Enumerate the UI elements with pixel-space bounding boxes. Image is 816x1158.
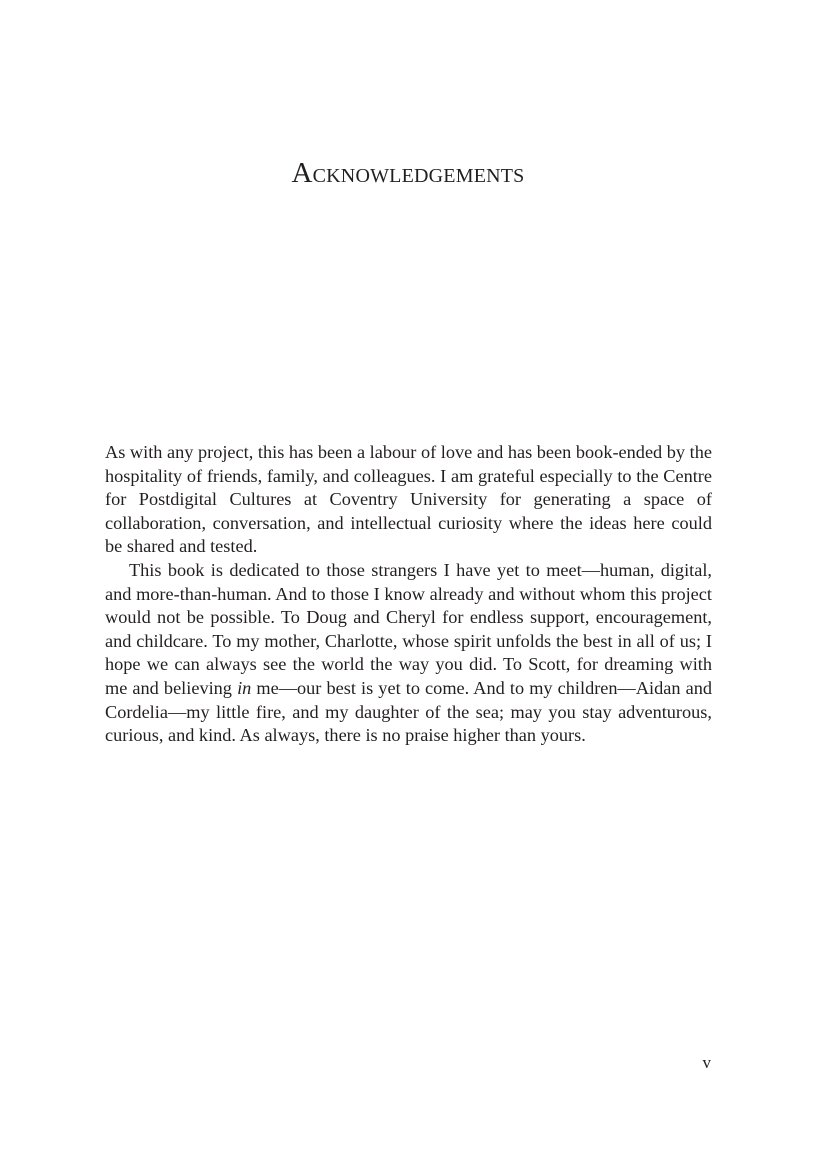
paragraph-1: As with any project, this has been a labour of love and has been book-ended by the hospitality of friends, family, and colleagues. I am grateful especially to the Centre for Postdigital Cultures at Coventry University for generating a space of collaboration, conversation, and intellectual curiosity where the ideas here could be shared and tested.	[105, 442, 712, 557]
paragraph-2-part-1: This book is dedicated to those strangers I have yet to meet—human, digital, and more-than-human. And to those I know already and without whom this project would not be possible. To Doug and Cheryl for endless support, encouragement, and childcare. To my mother, Charlotte, whose spirit unfolds the best in all of us; I hope we can always see the world the way you did. To Scott, for dreaming with me and believing	[105, 559, 712, 698]
paragraph-2-italic-word: in	[237, 677, 252, 698]
chapter-title: Acknowledgements	[291, 157, 525, 189]
paragraph-2-part-2: me—our best is yet to come. And to my children—Aidan and Cordelia—my little fire, and my daughter of the sea; may you stay adventurous, curious, and kind. As always, there is no praise higher than yours.	[105, 677, 713, 746]
page-number: v	[702, 1053, 711, 1072]
paragraph-2	[105, 559, 712, 748]
body-text	[105, 441, 712, 748]
